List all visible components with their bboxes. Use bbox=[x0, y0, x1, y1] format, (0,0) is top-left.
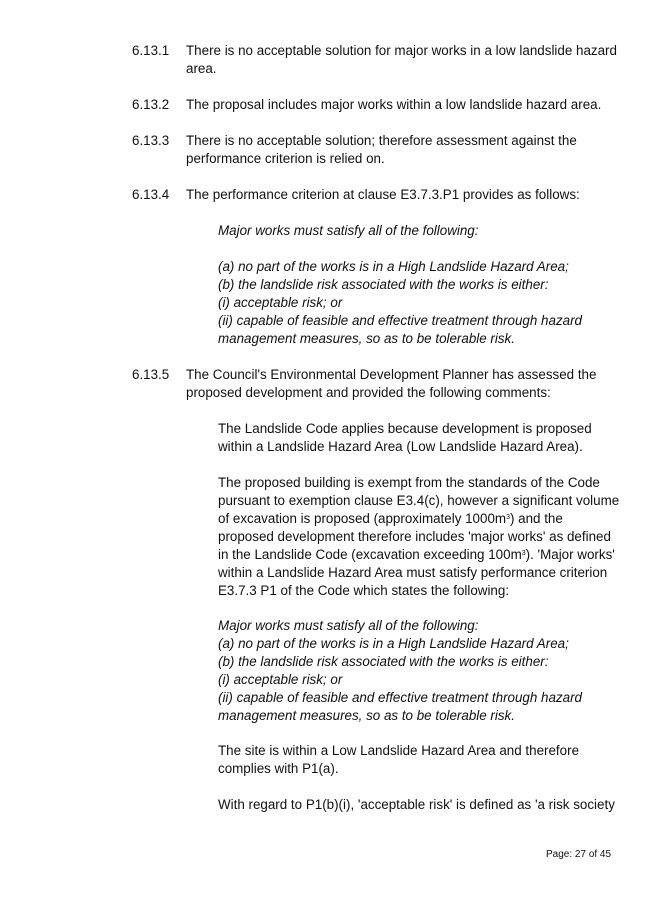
text-line: E3.7.3 P1 of the Code which states the following: bbox=[218, 583, 510, 598]
text-line: There is no acceptable solution; therefore assessment against the bbox=[186, 133, 577, 148]
criterion-line: management measures, so as to be tolerable risk. bbox=[218, 331, 515, 346]
text-line: proposed development and provided the following comments: bbox=[186, 385, 551, 400]
paragraph-text bbox=[186, 132, 606, 168]
paragraph-number: 6.13.1 bbox=[132, 43, 170, 58]
text-line: The proposed building is exempt from the standards of the Code bbox=[218, 475, 600, 490]
paragraph-number: 6.13.5 bbox=[132, 367, 170, 382]
paragraph-text bbox=[186, 42, 617, 78]
text-line: proposed development therefore includes 'major works' as defined bbox=[218, 529, 611, 544]
criterion-line: (ii) capable of feasible and effective treatment through hazard bbox=[218, 313, 582, 328]
paragraph-text bbox=[186, 186, 606, 204]
text-line: complies with P1(a). bbox=[218, 761, 339, 776]
superscript: 3 bbox=[521, 550, 526, 557]
criterion-line: (a) no part of the works is in a High Landslide Hazard Area; bbox=[218, 259, 569, 274]
comment-quote bbox=[218, 617, 613, 725]
text-line: within a Landslide Hazard Area must satisfy performance criterion bbox=[218, 565, 608, 580]
text-line: The performance criterion at clause E3.7.3.P1 provides as follows: bbox=[186, 187, 580, 202]
criterion-line: (i) acceptable risk; or bbox=[218, 672, 343, 687]
text-fragment: in the Landslide Code (excavation exceeding 100m bbox=[218, 547, 522, 562]
criterion-line: (ii) capable of feasible and effective treatment through hazard bbox=[218, 690, 582, 705]
text-line: performance criterion is relied on. bbox=[186, 151, 385, 166]
criterion-line: management measures, so as to be tolerable risk. bbox=[218, 708, 515, 723]
paragraph-number: 6.13.4 bbox=[132, 187, 170, 202]
paragraph-number: 6.13.2 bbox=[132, 97, 170, 112]
criterion-line: (b) the landslide risk associated with the works is either: bbox=[218, 654, 549, 669]
comment-paragraph bbox=[218, 420, 613, 456]
text-fragment: ) and the bbox=[509, 511, 563, 526]
text-line: area. bbox=[186, 61, 217, 76]
text-fragment: ). 'Major works' bbox=[525, 547, 615, 562]
text-line: pursuant to exemption clause E3.4(c), however a significant volume bbox=[218, 493, 620, 508]
criterion-line: Major works must satisfy all of the following: bbox=[218, 618, 479, 633]
paragraph-number: 6.13.3 bbox=[132, 133, 170, 148]
comment-paragraph bbox=[218, 796, 613, 814]
text-line: The site is within a Low Landslide Hazard Area and therefore bbox=[218, 743, 580, 758]
paragraph-text bbox=[186, 96, 606, 114]
text-line: The proposal includes major works within a low landslide hazard area. bbox=[186, 97, 602, 112]
paragraph-text bbox=[186, 366, 606, 402]
text-line: The Landslide Code applies because development is proposed bbox=[218, 421, 592, 436]
criterion-line: (b) the landslide risk associated with the works is either: bbox=[218, 277, 549, 292]
text-line: There is no acceptable solution for major works in a low landslide hazard bbox=[186, 43, 617, 58]
quote-intro: Major works must satisfy all of the following: bbox=[218, 223, 479, 238]
criterion-line: (a) no part of the works is in a High Landslide Hazard Area; bbox=[218, 636, 569, 651]
comment-paragraph bbox=[218, 474, 620, 600]
comment-paragraph bbox=[218, 742, 613, 778]
page-number: Page: 27 of 45 bbox=[546, 849, 612, 860]
text-line: With regard to P1(b)(i), 'acceptable risk' is defined as 'a risk society bbox=[218, 797, 615, 812]
superscript: 3 bbox=[506, 514, 510, 521]
text-line: within a Landslide Hazard Area (Low Landslide Hazard Area). bbox=[218, 439, 583, 454]
text-line bbox=[218, 546, 613, 564]
text-fragment: of excavation is proposed (approximately 1000m bbox=[218, 511, 507, 526]
quote-criteria bbox=[218, 258, 613, 348]
text-line bbox=[218, 510, 613, 528]
text-line: The Council's Environmental Development Planner has assessed the bbox=[186, 367, 597, 382]
criterion-line: (i) acceptable risk; or bbox=[218, 295, 343, 310]
